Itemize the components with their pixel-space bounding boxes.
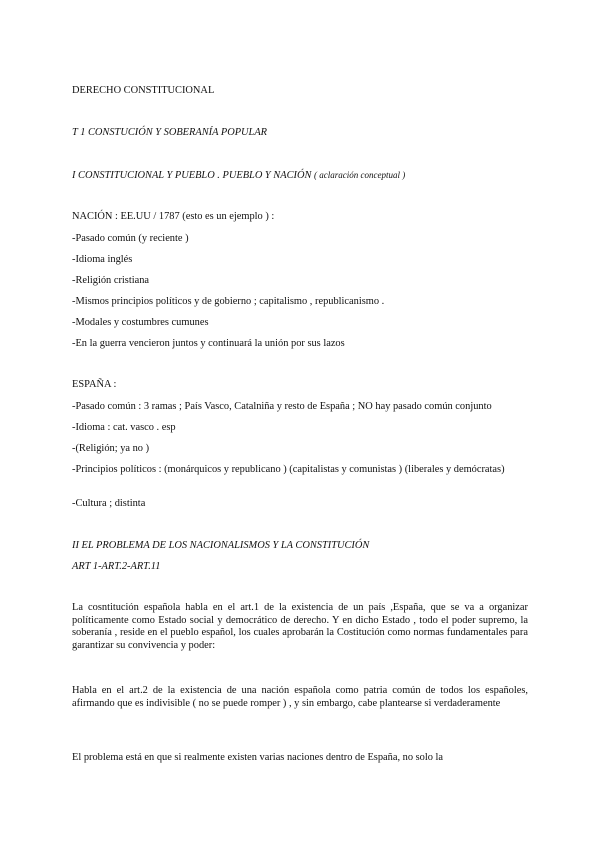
section-1-heading (72, 168, 405, 183)
nacion-intro: NACIÓN : EE.UU / 1787 (esto es un ejemplo ) : (72, 211, 275, 222)
body-paragraph: El problema está en que si realmente existen varias naciones dentro de España, no solo la (72, 752, 444, 763)
espana-item: -Principios políticos : (monárquicos y republicano ) (capitalistas y comunistas ) (liberales y demócratas) (72, 464, 505, 475)
espana-heading: ESPAÑA : (72, 379, 117, 390)
nacion-item: -Idioma inglés (72, 254, 133, 265)
section-2-heading: II EL PROBLEMA DE LOS NACIONALISMOS Y LA CONSTITUCIÓN (72, 540, 370, 551)
nacion-item: -Pasado común (y reciente ) (72, 233, 189, 244)
espana-item: -Pasado común : 3 ramas ; País Vasco, Catalniña y resto de España ; NO hay pasado común conjunto (72, 401, 492, 412)
section-2-articles: ART 1-ART.2-ART.11 (72, 561, 161, 572)
espana-item: -Cultura ; distinta (72, 498, 146, 509)
nacion-item: -En la guerra vencieron juntos y continuará la unión por sus lazos (72, 338, 345, 349)
espana-item: -Idioma : cat. vasco . esp (72, 422, 176, 433)
nacion-item: -Modales y costumbres cumunes (72, 317, 209, 328)
section-1-heading-text: I CONSTITUCIONAL Y PUEBLO . PUEBLO Y NACIÓN (72, 170, 312, 181)
nacion-item: -Religión cristiana (72, 275, 150, 286)
espana-item: -(Religión; ya no ) (72, 443, 150, 454)
body-paragraph: La cosntitución española habla en el art.1 de la existencia de un país ,España, que se va a organizar políticamente como Estado social y democrático de derecho. Y en dicho Estado , todo el poder supremo, la soberanía , reside en el pueblo español, los cuales aprobarán la Costitución como normas fundamentales para garantizar su convivencia y poder: (72, 602, 528, 651)
topic-heading: T 1 CONSTUCIÓN Y SOBERANÍA POPULAR (72, 127, 268, 138)
body-paragraph: Habla en el art.2 de la existencia de una nación española como patria común de todos los españoles, afirmando que es indivisible ( no se puede romper ) , y sin embargo, cabe plantearse si verdaderamente (72, 685, 528, 709)
nacion-item: -Mismos principios políticos y de gobierno ; capitalismo , republicanismo . (72, 296, 385, 307)
section-1-heading-note: ( aclaración conceptual ) (314, 170, 406, 180)
document-title: DERECHO CONSTITUCIONAL (72, 85, 215, 96)
